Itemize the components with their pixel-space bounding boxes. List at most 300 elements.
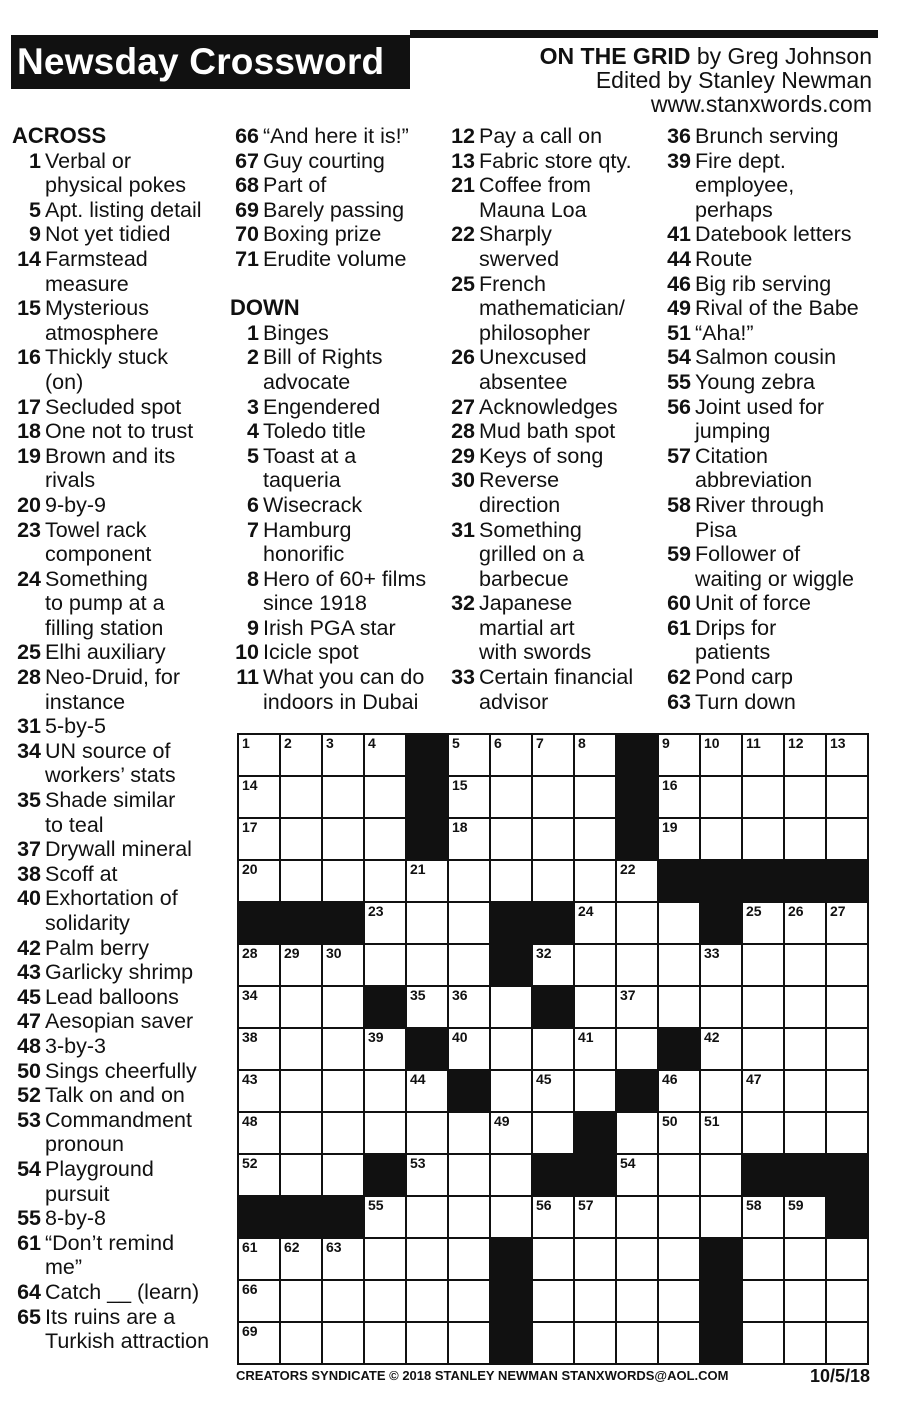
cell-number: 51	[704, 1113, 720, 1129]
grid-cell[interactable]	[364, 860, 406, 902]
grid-cell[interactable]	[658, 1322, 700, 1364]
grid-cell[interactable]	[574, 986, 616, 1028]
clue	[230, 247, 440, 272]
grid-cell[interactable]	[448, 1238, 490, 1280]
cell-number: 26	[788, 903, 804, 919]
cell-number: 17	[242, 819, 258, 835]
grid-cell[interactable]	[700, 1070, 742, 1112]
black-square	[826, 1154, 868, 1196]
grid-cell[interactable]	[742, 1028, 784, 1070]
grid-cell[interactable]	[658, 944, 700, 986]
clue	[230, 321, 440, 346]
grid-cell[interactable]	[700, 1028, 742, 1070]
clue-number: 31	[451, 517, 475, 542]
grid-cell[interactable]	[532, 1196, 574, 1238]
grid-cell[interactable]	[532, 1238, 574, 1280]
clue	[446, 345, 658, 394]
grid-cell[interactable]	[448, 1154, 490, 1196]
clue	[12, 788, 224, 837]
clue	[662, 370, 898, 395]
grid-cell[interactable]	[448, 1280, 490, 1322]
grid-cell[interactable]	[742, 776, 784, 818]
clue	[662, 296, 898, 321]
grid-cell[interactable]	[364, 818, 406, 860]
cell-number: 10	[704, 735, 720, 751]
grid-cell[interactable]	[784, 776, 826, 818]
cell-number: 40	[452, 1029, 468, 1045]
grid-cell[interactable]	[490, 986, 532, 1028]
grid-cell[interactable]	[364, 1322, 406, 1364]
clue-text: Part of	[263, 173, 327, 198]
clue	[446, 222, 658, 271]
cell-number: 38	[242, 1029, 258, 1045]
grid-cell[interactable]	[742, 818, 784, 860]
grid-cell[interactable]	[574, 734, 616, 776]
grid-cell[interactable]	[532, 734, 574, 776]
clue-number: 58	[667, 492, 691, 517]
grid-cell[interactable]	[658, 986, 700, 1028]
clue-number: 3	[247, 394, 259, 419]
grid-cell[interactable]	[448, 944, 490, 986]
grid-cell[interactable]	[406, 1238, 448, 1280]
grid-cell[interactable]	[280, 1028, 322, 1070]
cell-number: 18	[452, 819, 468, 835]
grid-cell[interactable]	[364, 944, 406, 986]
grid-cell[interactable]	[238, 944, 280, 986]
grid-cell[interactable]	[280, 1322, 322, 1364]
grid-cell[interactable]	[784, 944, 826, 986]
clue	[12, 665, 224, 714]
grid-cell[interactable]	[616, 1154, 658, 1196]
grid-cell[interactable]	[826, 1028, 868, 1070]
grid-cell[interactable]	[826, 776, 868, 818]
clue-text: “And here it is!”	[263, 124, 409, 148]
grid-cell[interactable]	[574, 776, 616, 818]
clue-number: 23	[17, 517, 41, 542]
grid-cell[interactable]	[700, 1196, 742, 1238]
clue-text: Reverse direction	[479, 468, 561, 517]
grid-cell[interactable]	[322, 860, 364, 902]
grid-cell[interactable]	[742, 1322, 784, 1364]
grid-cell[interactable]	[280, 944, 322, 986]
grid-cell[interactable]	[826, 944, 868, 986]
black-square	[532, 986, 574, 1028]
puzzle-title: ON THE GRID	[539, 43, 691, 69]
grid-cell[interactable]	[322, 734, 364, 776]
grid-cell[interactable]	[826, 1280, 868, 1322]
black-square	[742, 1154, 784, 1196]
clue	[662, 345, 898, 370]
grid-cell[interactable]	[238, 1322, 280, 1364]
grid-cell[interactable]	[322, 1238, 364, 1280]
grid-cell[interactable]	[742, 902, 784, 944]
clue	[662, 444, 898, 493]
clue	[446, 272, 658, 346]
grid-cell[interactable]	[322, 1154, 364, 1196]
black-square	[574, 1154, 616, 1196]
black-square	[700, 1322, 742, 1364]
clue-text: Sharply swerved	[479, 222, 560, 271]
grid-cell[interactable]	[658, 1070, 700, 1112]
clue	[446, 124, 658, 149]
grid-cell[interactable]	[364, 776, 406, 818]
grid-cell[interactable]	[574, 1322, 616, 1364]
grid-cell[interactable]	[238, 1280, 280, 1322]
grid-cell[interactable]	[406, 944, 448, 986]
grid-cell[interactable]	[448, 1028, 490, 1070]
grid-cell[interactable]	[616, 944, 658, 986]
grid-cell[interactable]	[784, 986, 826, 1028]
clue-text: Lead balloons	[45, 984, 179, 1009]
cell-number: 54	[620, 1155, 636, 1171]
grid-cell[interactable]	[826, 986, 868, 1028]
grid-cell[interactable]	[742, 1070, 784, 1112]
black-square	[490, 1238, 532, 1280]
grid-cell[interactable]	[532, 1070, 574, 1112]
grid-cell[interactable]	[574, 818, 616, 860]
black-square	[658, 1028, 700, 1070]
grid-cell[interactable]	[364, 1238, 406, 1280]
grid-cell[interactable]	[322, 944, 364, 986]
grid-cell[interactable]	[280, 776, 322, 818]
cell-number: 43	[242, 1071, 258, 1087]
grid-cell[interactable]	[490, 1070, 532, 1112]
clue	[12, 1009, 224, 1034]
grid-cell[interactable]	[574, 944, 616, 986]
grid-cell[interactable]	[490, 1154, 532, 1196]
clue-text: Farmstead measure	[45, 246, 148, 296]
grid-cell[interactable]	[364, 1112, 406, 1154]
grid-cell[interactable]	[238, 860, 280, 902]
grid-cell[interactable]	[238, 1112, 280, 1154]
grid-cell[interactable]	[658, 1196, 700, 1238]
cell-number: 35	[410, 987, 426, 1003]
grid-cell[interactable]	[406, 1070, 448, 1112]
clue	[230, 518, 440, 567]
grid-cell[interactable]	[532, 1280, 574, 1322]
grid-cell[interactable]	[364, 1280, 406, 1322]
grid-cell[interactable]	[322, 1112, 364, 1154]
grid-cell[interactable]	[406, 1154, 448, 1196]
grid-cell[interactable]	[826, 734, 868, 776]
grid-cell[interactable]	[616, 986, 658, 1028]
grid-cell[interactable]	[658, 1154, 700, 1196]
grid-cell[interactable]	[784, 1070, 826, 1112]
black-square	[406, 776, 448, 818]
crossword-grid[interactable]	[238, 734, 868, 1364]
cell-number: 46	[662, 1071, 678, 1087]
clue	[12, 1083, 224, 1108]
clue	[230, 419, 440, 444]
clue-text: Citation abbreviation	[695, 443, 813, 493]
clue	[662, 222, 898, 247]
cell-number: 16	[662, 777, 678, 793]
cell-number: 59	[788, 1197, 804, 1213]
grid-cell[interactable]	[784, 1280, 826, 1322]
cell-number: 13	[830, 735, 846, 751]
grid-cell[interactable]	[532, 1322, 574, 1364]
grid-cell[interactable]	[448, 776, 490, 818]
clue	[12, 886, 224, 935]
grid-cell[interactable]	[784, 818, 826, 860]
cell-number: 5	[452, 735, 460, 751]
grid-cell[interactable]	[280, 734, 322, 776]
grid-cell[interactable]	[658, 1112, 700, 1154]
grid-cell[interactable]	[532, 1112, 574, 1154]
grid-cell[interactable]	[616, 1196, 658, 1238]
clue-text: Mud bath spot	[479, 419, 616, 444]
clue	[446, 149, 658, 174]
grid-cell[interactable]	[826, 1070, 868, 1112]
grid-cell[interactable]	[616, 860, 658, 902]
black-square	[574, 1112, 616, 1154]
grid-cell[interactable]	[490, 734, 532, 776]
clue-number: 10	[235, 640, 259, 665]
grid-cell[interactable]	[616, 1322, 658, 1364]
grid-cell[interactable]	[238, 986, 280, 1028]
grid-cell[interactable]	[658, 776, 700, 818]
grid-cell[interactable]	[742, 1196, 784, 1238]
grid-cell[interactable]	[826, 902, 868, 944]
grid-cell[interactable]	[658, 1238, 700, 1280]
clue	[12, 1157, 224, 1206]
cell-number: 8	[578, 735, 586, 751]
grid-cell[interactable]	[406, 1112, 448, 1154]
grid-cell[interactable]	[784, 1112, 826, 1154]
clue-text: Fabric store qty.	[479, 148, 632, 173]
grid-cell[interactable]	[364, 1070, 406, 1112]
grid-cell[interactable]	[238, 734, 280, 776]
grid-cell[interactable]	[490, 776, 532, 818]
grid-cell[interactable]	[784, 1196, 826, 1238]
grid-cell[interactable]	[784, 1322, 826, 1364]
grid-cell[interactable]	[532, 1028, 574, 1070]
grid-cell[interactable]	[826, 818, 868, 860]
grid-cell[interactable]	[826, 1322, 868, 1364]
grid-cell[interactable]	[280, 1280, 322, 1322]
black-square	[532, 902, 574, 944]
grid-cell[interactable]	[742, 944, 784, 986]
clue-number: 45	[17, 984, 41, 1009]
grid-cell[interactable]	[490, 1112, 532, 1154]
clue	[230, 198, 440, 223]
grid-cell[interactable]	[322, 818, 364, 860]
clue	[12, 714, 224, 739]
grid-cell[interactable]	[784, 1238, 826, 1280]
grid-cell[interactable]	[448, 818, 490, 860]
cell-number: 58	[746, 1197, 762, 1213]
puzzle-date: 10/5/18	[809, 1366, 870, 1386]
grid-cell[interactable]	[490, 1028, 532, 1070]
black-square	[700, 1238, 742, 1280]
grid-cell[interactable]	[616, 902, 658, 944]
clue	[230, 493, 440, 518]
clue-text: Turn down	[695, 689, 796, 714]
clue-number: 18	[17, 419, 41, 444]
clue-text: What you can do indoors in Dubai	[263, 665, 425, 714]
clue-number: 50	[17, 1058, 41, 1083]
grid-cell[interactable]	[616, 1280, 658, 1322]
grid-cell[interactable]	[784, 902, 826, 944]
grid-cell[interactable]	[280, 860, 322, 902]
black-square	[700, 1280, 742, 1322]
grid-cell[interactable]	[448, 1112, 490, 1154]
clue-text: Apt. listing detail	[45, 197, 202, 222]
black-square	[406, 734, 448, 776]
grid-cell[interactable]	[322, 1280, 364, 1322]
clue-number: 20	[17, 492, 41, 517]
clue-number: 34	[17, 738, 41, 763]
grid-cell[interactable]	[616, 1238, 658, 1280]
grid-cell[interactable]	[364, 1028, 406, 1070]
grid-cell[interactable]	[364, 902, 406, 944]
grid-cell[interactable]	[448, 902, 490, 944]
grid-cell[interactable]	[280, 1070, 322, 1112]
clue-text: Shade similar to teal	[45, 788, 176, 837]
grid-cell[interactable]	[658, 818, 700, 860]
grid-cell[interactable]	[574, 1196, 616, 1238]
cell-number: 20	[242, 861, 258, 877]
grid-cell[interactable]	[490, 860, 532, 902]
clue-column-1	[12, 124, 224, 1354]
grid-cell[interactable]	[574, 860, 616, 902]
clue	[12, 1305, 224, 1354]
grid-cell[interactable]	[616, 1112, 658, 1154]
grid-cell[interactable]	[658, 902, 700, 944]
grid-cell[interactable]	[322, 1028, 364, 1070]
across-heading: ACROSS	[12, 123, 107, 148]
cell-number: 22	[620, 861, 636, 877]
grid-cell[interactable]	[238, 1028, 280, 1070]
clue-number: 55	[17, 1206, 41, 1231]
grid-cell[interactable]	[826, 1112, 868, 1154]
grid-cell[interactable]	[700, 986, 742, 1028]
grid-cell[interactable]	[490, 1196, 532, 1238]
grid-cell[interactable]	[448, 860, 490, 902]
grid-cell[interactable]	[238, 1238, 280, 1280]
grid-cell[interactable]	[322, 986, 364, 1028]
grid-cell[interactable]	[280, 986, 322, 1028]
grid-cell[interactable]	[238, 818, 280, 860]
grid-cell[interactable]	[406, 986, 448, 1028]
grid-cell[interactable]	[406, 1280, 448, 1322]
grid-cell[interactable]	[238, 1070, 280, 1112]
grid-cell[interactable]	[364, 1196, 406, 1238]
clue-text: Japanese martial art with swords	[479, 591, 592, 665]
black-square	[490, 944, 532, 986]
grid-cell[interactable]	[238, 776, 280, 818]
black-square	[364, 986, 406, 1028]
grid-cell[interactable]	[280, 1154, 322, 1196]
grid-cell[interactable]	[448, 734, 490, 776]
clue	[12, 444, 224, 493]
clue-number: 68	[235, 173, 259, 198]
grid-cell[interactable]	[742, 1238, 784, 1280]
grid-cell[interactable]	[490, 818, 532, 860]
grid-cell[interactable]	[322, 1322, 364, 1364]
grid-cell[interactable]	[532, 776, 574, 818]
clue	[662, 690, 898, 715]
clue-number: 52	[17, 1083, 41, 1108]
clue-text: Towel rack component	[45, 517, 152, 567]
grid-cell[interactable]	[238, 1154, 280, 1196]
grid-cell[interactable]	[406, 902, 448, 944]
grid-cell[interactable]	[742, 986, 784, 1028]
clue	[12, 837, 224, 862]
clue-number: 5	[247, 443, 259, 468]
cell-number: 48	[242, 1113, 258, 1129]
grid-cell[interactable]	[322, 1070, 364, 1112]
grid-cell[interactable]	[448, 1322, 490, 1364]
grid-cell[interactable]	[532, 818, 574, 860]
grid-cell[interactable]	[364, 734, 406, 776]
clue-number: 11	[236, 665, 259, 690]
grid-cell[interactable]	[574, 1238, 616, 1280]
grid-cell[interactable]	[574, 1028, 616, 1070]
grid-cell[interactable]	[616, 1028, 658, 1070]
grid-cell[interactable]	[406, 860, 448, 902]
clue-number: 61	[667, 615, 691, 640]
clue	[12, 149, 224, 198]
clue-number: 6	[247, 492, 259, 517]
clue-number: 39	[667, 148, 691, 173]
clue	[230, 395, 440, 420]
black-square	[280, 1196, 322, 1238]
clue	[446, 395, 658, 420]
grid-cell[interactable]	[448, 986, 490, 1028]
clue-text: Drips for patients	[695, 615, 777, 665]
grid-cell[interactable]	[742, 734, 784, 776]
grid-cell[interactable]	[700, 1154, 742, 1196]
grid-cell[interactable]	[700, 818, 742, 860]
clue-text: Something grilled on a barbecue	[479, 517, 585, 591]
grid-cell[interactable]	[280, 818, 322, 860]
clue-number: 48	[17, 1033, 41, 1058]
grid-cell[interactable]	[784, 1028, 826, 1070]
grid-cell[interactable]	[280, 1238, 322, 1280]
grid-cell[interactable]	[532, 944, 574, 986]
clue-number: 31	[17, 714, 41, 739]
grid-cell[interactable]	[406, 1322, 448, 1364]
grid-cell[interactable]	[322, 776, 364, 818]
down-heading: DOWN	[230, 295, 300, 321]
clue-text: Its ruins are a Turkish attraction	[45, 1304, 210, 1354]
grid-cell[interactable]	[280, 1112, 322, 1154]
cell-number: 29	[284, 945, 300, 961]
grid-cell[interactable]	[700, 944, 742, 986]
grid-cell[interactable]	[784, 734, 826, 776]
black-square	[658, 860, 700, 902]
clue-text: Joint used for jumping	[695, 394, 825, 444]
grid-cell[interactable]	[574, 902, 616, 944]
grid-cell[interactable]	[826, 1238, 868, 1280]
grid-cell[interactable]	[700, 734, 742, 776]
grid-cell[interactable]	[574, 1280, 616, 1322]
grid-cell[interactable]	[700, 776, 742, 818]
clue-text: Pay a call on	[479, 124, 603, 148]
grid-cell[interactable]	[658, 734, 700, 776]
grid-cell[interactable]	[574, 1070, 616, 1112]
grid-cell[interactable]	[406, 1196, 448, 1238]
grid-cell[interactable]	[700, 1112, 742, 1154]
grid-cell[interactable]	[658, 1280, 700, 1322]
grid-cell[interactable]	[742, 1112, 784, 1154]
grid-cell[interactable]	[532, 860, 574, 902]
grid-cell[interactable]	[742, 1280, 784, 1322]
clue-text: Barely passing	[263, 197, 405, 222]
cell-number: 53	[410, 1155, 426, 1171]
grid-cell[interactable]	[448, 1196, 490, 1238]
